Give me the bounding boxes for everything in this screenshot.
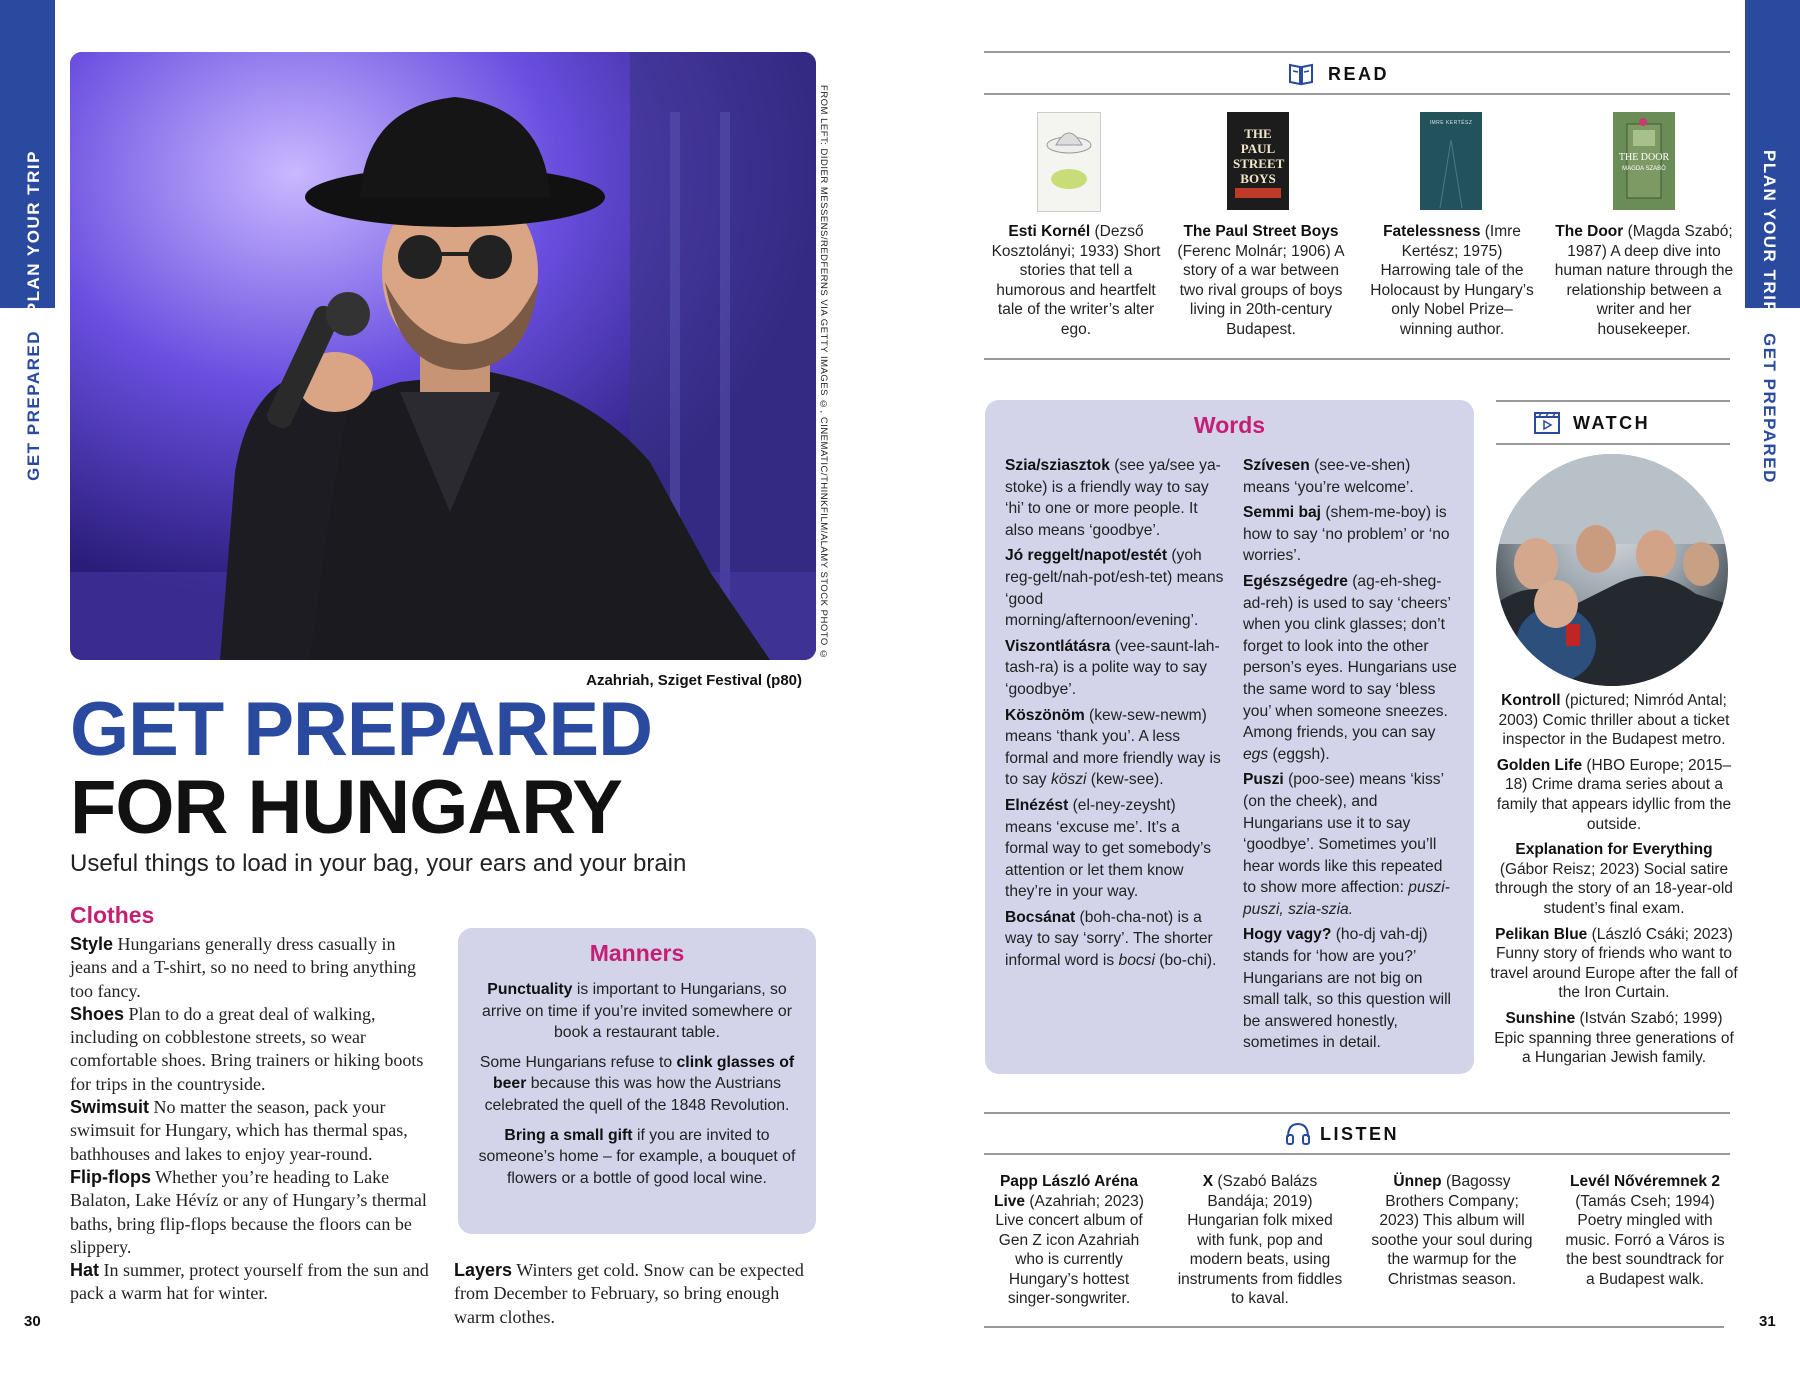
photo-credit: FROM LEFT: DIDIER MESSENS/REDFERNS VIA GETTY IMAGES ©, CINEMATIC/THINKFILM/ALAMY STOCK PHOTO © [818, 85, 829, 661]
singer-photo [70, 52, 816, 660]
page-number-left: 30 [24, 1313, 41, 1330]
cover-fate-author: IMRE KERTÉSZ [1429, 120, 1473, 126]
word-term: Elnézést [1005, 796, 1069, 814]
word-entry [1243, 769, 1459, 920]
left-tab-chapter-label: GET PREPARED [24, 330, 43, 481]
cover-paul-title: THE PAUL STREET BOYS [1233, 126, 1285, 186]
word-entry [1005, 907, 1225, 972]
listen-text: (Azahriah; 2023) Live concert album of Gen Z icon Azahriah who is currently Hungary’s hottest singer-songwriter. [995, 1192, 1144, 1307]
clothes-text: No matter the season, pack your swimsuit for Hungary, which has thermal spas, bathhouses and lakes to enjoy year-round. [70, 1097, 408, 1164]
manners-punctuality [476, 979, 798, 1044]
word-text: (see-ve-shen) means ‘you’re welcome’. [1243, 457, 1414, 496]
watch-entry [1490, 925, 1738, 1003]
cover-door-title: THE DOOR [1618, 152, 1670, 163]
watch-text: (István Szabó; 1999) Epic spanning three generations of a Hungarian Jewish family. [1494, 1009, 1734, 1067]
watch-text: (László Csáki; 2023) Funny story of friends who want to travel around Europe after the fall of the Iron Curtain. [1490, 925, 1738, 1002]
word-text: (ho-dj vah-dj) stands for ‘how are you?’ Hungarians are not big on small talk, so this question will be answered honestly, sometimes in detail. [1243, 926, 1451, 1052]
photo-caption: Azahriah, Sziget Festival (p80) [586, 672, 802, 689]
watch-entry [1490, 691, 1738, 750]
word-text: (kew-sew-newm) means ‘thank you’. A less formal and more friendly way is to say [1005, 706, 1221, 789]
film-icon [1533, 410, 1561, 439]
word-term: Bocsánat [1005, 908, 1076, 926]
clothes-term: Style [70, 934, 114, 954]
manners-text: because this was how the Austrians celebrated the quell of the 1848 Revolution. [484, 1075, 790, 1114]
left-side-tab [0, 0, 55, 1385]
word-entry [1005, 705, 1225, 791]
clothes-heading: Clothes [70, 902, 155, 928]
word-text: (bo-chi). [1154, 952, 1217, 970]
watch-entry [1490, 1009, 1738, 1068]
clothes-term: Hat [70, 1260, 100, 1281]
page-number-right: 31 [1759, 1313, 1776, 1330]
watch-title: Sunshine [1505, 1009, 1576, 1027]
watch-heading: WATCH [1573, 413, 1651, 433]
manners-clink [476, 1052, 798, 1117]
clothes-layers [454, 1259, 816, 1329]
word-entry [1243, 571, 1459, 765]
cover-paul-street-boys [1227, 112, 1289, 210]
cover-esti-kornel [1037, 112, 1101, 212]
listen-title: Levél Nővéremnek 2 [1570, 1173, 1720, 1190]
book-text: (Imre Kertész; 1975) Harrowing tale of the Holocaust by Hungary’s only Nobel Prize–winning author. [1370, 223, 1534, 338]
word-entry [1243, 924, 1459, 1054]
words-panel [985, 400, 1474, 1074]
clothes-text: Plan to do a great deal of walking, including on cobblestone streets, so wear comfortable shoes. Bring trainers or hiking boots for trips in the countryside. [70, 1003, 424, 1094]
manners-text: if you are invited to someone’s home – for example, a bouquet of flowers or a bottle of good local wine. [478, 1126, 796, 1187]
watch-heading-rule [1496, 443, 1730, 445]
watch-title: Kontroll [1501, 692, 1561, 709]
word-entry [1005, 636, 1225, 701]
read-heading-rule [984, 93, 1730, 95]
word-italic: köszi [1050, 771, 1087, 789]
watch-title: Explanation for Everything [1515, 841, 1713, 859]
clothes-item [70, 1096, 435, 1166]
word-text: (kew-see). [1086, 771, 1164, 789]
word-term: Jó reggelt/napot/estét [1005, 547, 1168, 565]
book-text: (Magda Szabó; 1987) A deep dive into human nature through the relationship between a writer and her housekeeper. [1554, 223, 1734, 338]
word-text: (poo-see) means ‘kiss’ (on the cheek), and Hungarians use it to say ‘goodbye’. Sometimes you’ll hear words like this repeated to show more affection: [1243, 771, 1444, 897]
listen-text: (Tamás Cseh; 1994) Poetry mingled with music. Forró a Város is the best soundtrack for a Budapest walk. [1565, 1192, 1725, 1288]
manners-term: Punctuality [487, 981, 573, 998]
word-term: Puszi [1243, 771, 1284, 789]
clothes-term: Flip-flops [70, 1166, 151, 1187]
book-title: Fatelessness [1383, 223, 1481, 240]
word-term: Viszontlátásra [1005, 637, 1111, 655]
listen-title: Papp László Aréna Live [994, 1173, 1139, 1210]
words-col-1 [1005, 455, 1225, 976]
manners-heading: Manners [589, 940, 685, 966]
read-bottom-rule [984, 358, 1730, 360]
manners-text: Some Hungarians refuse to [479, 1053, 677, 1071]
manners-term: clink glasses of beer [492, 1053, 795, 1093]
left-tab-section-label: PLAN YOUR TRIP [24, 150, 43, 315]
book-entry [1366, 222, 1538, 339]
book-text: (Dezső Kosztolányi; 1933) Short stories that tell a humorous and heartfelt tale of the writer’s alter ego. [991, 223, 1161, 338]
watch-text: (Gábor Reisz; 2023) Social satire through the story of an 18-year-old student’s final exam. [1495, 860, 1733, 917]
watch-entry [1490, 840, 1738, 918]
book-title: The Door [1555, 223, 1624, 240]
read-top-rule [984, 51, 1730, 53]
word-italic: bocsi [1118, 952, 1155, 970]
book-entry [984, 222, 1168, 339]
listen-text: (Szabó Balázs Bandája; 2019) Hungarian folk mixed with funk, pop and modern beats, using instruments from fiddles to kaval. [1177, 1173, 1343, 1307]
read-heading: READ [1328, 64, 1390, 84]
clothes-term: Swimsuit [70, 1097, 150, 1118]
listen-entry [1366, 1172, 1538, 1289]
book-icon [1288, 62, 1314, 91]
listen-entry [1172, 1172, 1348, 1309]
word-entry [1005, 455, 1225, 541]
word-text: (ag-eh-sheg-ad-reh) is used to say ‘cheers’ when you clink glasses; don’t forget to look into the other person’s eyes. Hungarians use the same word to say ‘bless you’ when someone sneezes. Among friends, you can say [1243, 572, 1457, 742]
right-tab-chapter-label: GET PREPARED [1760, 333, 1779, 484]
listen-title: Ünnep [1393, 1173, 1442, 1190]
right-side-tab [1745, 0, 1800, 1385]
word-italic: puszi-puszi, szia-szia. [1243, 879, 1450, 918]
clothes-item [70, 1003, 435, 1096]
listen-entry [984, 1172, 1154, 1309]
page-title-line1: GET PREPARED [70, 687, 653, 772]
listen-top-rule [984, 1112, 1730, 1114]
listen-bottom-rule [984, 1326, 1724, 1328]
word-text: (el-ney-zeysht) means ‘excuse me’. It’s a formal way to get somebody’s attention or let them know they’re in your way. [1005, 796, 1211, 901]
watch-entry [1490, 756, 1738, 834]
word-text: (vee-saunt-lah-tash-ra) is a polite way to say ‘goodbye’. [1005, 637, 1220, 698]
book-title: The Paul Street Boys [1183, 223, 1339, 240]
listen-entry [1560, 1172, 1730, 1289]
word-term: Hogy vagy? [1243, 926, 1332, 944]
book-title: Esti Kornél [1008, 223, 1091, 240]
headphones-icon [1285, 1121, 1311, 1150]
word-entry [1005, 545, 1225, 631]
word-term: Köszönöm [1005, 706, 1085, 724]
listen-text: (Bagossy Brothers Company; 2023) This album will soothe your soul during the warmup for the Christmas season. [1371, 1173, 1533, 1288]
word-term: Egészségedre [1243, 572, 1348, 590]
singer-illustration [70, 52, 816, 660]
word-entry [1243, 502, 1459, 567]
clothes-term: Layers [454, 1260, 513, 1280]
listen-heading: LISTEN [1320, 1124, 1400, 1144]
right-tab-section-label: PLAN YOUR TRIP [1760, 150, 1779, 315]
word-text: (see ya/see ya-stoke) is a friendly way to say ‘hi’ to one or more people. It also means ‘goodbye’. [1005, 457, 1221, 539]
cover-fatelessness [1420, 112, 1482, 210]
watch-text: (pictured; Nimród Antal; 2003) Comic thriller about a ticket inspector in the Budapest metro. [1498, 692, 1730, 749]
clothes-text: Hungarians generally dress casually in jeans and a T-shirt, so no need to bring anything too fancy. [70, 934, 416, 1001]
cover-door-author: MAGDA SZABÓ [1622, 166, 1666, 172]
book-entry [1176, 222, 1346, 339]
book-text: (Ferenc Molnár; 1906) A story of a war between two rival groups of boys living in 20th-century Budapest. [1177, 242, 1345, 338]
manners-term: Bring a small gift [504, 1126, 633, 1144]
page-title-line2: FOR HUNGARY [70, 765, 622, 850]
clothes-text: In summer, protect yourself from the sun and pack a warm hat for winter. [70, 1260, 429, 1304]
words-heading: Words [1193, 412, 1266, 438]
cover-the-door [1613, 112, 1675, 210]
manners-gift [476, 1125, 798, 1190]
watch-text: (HBO Europe; 2015–18) Crime drama series about a family that appears idyllic from the outside. [1496, 756, 1732, 833]
manners-text: is important to Hungarians, so arrive on time if you’re invited somewhere or book a restaurant table. [482, 981, 792, 1042]
watch-title: Pelikan Blue [1495, 925, 1588, 943]
clothes-item [70, 933, 435, 1003]
word-term: Szia/sziasztok [1005, 457, 1110, 474]
word-term: Semmi baj [1243, 504, 1321, 522]
word-text: (boh-cha-not) is a way to say ‘sorry’. The shorter informal word is [1005, 908, 1213, 970]
listen-title: X [1202, 1173, 1214, 1190]
page-subtitle: Useful things to load in your bag, your ears and your brain [70, 850, 687, 877]
clothes-text: Winters get cold. Snow can be expected from December to February, so bring enough warm clothes. [454, 1260, 804, 1327]
watch-top-rule [1496, 400, 1730, 402]
watch-list [1490, 691, 1738, 1074]
watch-title: Golden Life [1496, 756, 1583, 774]
word-entry [1243, 455, 1459, 498]
words-col-2 [1243, 455, 1459, 1058]
word-text: (yoh reg-gelt/nah-pot/esh-tet) means ‘good morning/afternoon/evening’. [1005, 547, 1224, 630]
clothes-list [70, 933, 435, 1306]
clothes-item [70, 1166, 435, 1259]
kontroll-still-photo [1496, 454, 1728, 686]
word-text: (shem-me-boy) is how to say ‘no problem’ or ‘no worries’. [1243, 504, 1450, 565]
clothes-item [70, 1259, 435, 1306]
word-term: Szívesen [1243, 457, 1310, 474]
book-entry [1554, 222, 1734, 339]
clothes-text: Whether you’re heading to Lake Balaton, Lake Hévíz or any of Hungary’s thermal baths, bring flip-flops because the floors can be slippery. [70, 1166, 427, 1257]
word-italic: egs [1243, 745, 1269, 763]
listen-heading-rule [984, 1153, 1730, 1155]
clothes-term: Shoes [70, 1003, 125, 1024]
manners-panel [458, 928, 816, 1234]
word-text: (eggsh). [1268, 745, 1330, 763]
word-entry [1005, 795, 1225, 903]
